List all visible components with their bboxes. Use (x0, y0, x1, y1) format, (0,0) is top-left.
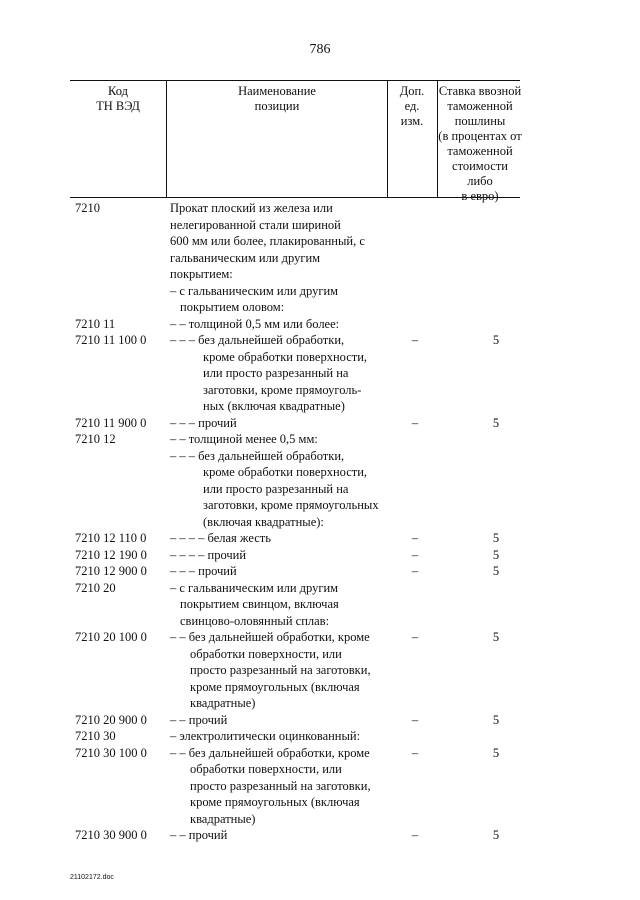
cell-name-line: – – без дальнейшей обработки, кроме (170, 630, 370, 644)
cell-code: 7210 12 110 0 (75, 531, 147, 545)
cell-name-line: – – – – белая жесть (170, 531, 271, 545)
cell-name (170, 316, 392, 333)
cell-name-line: – – – без дальнейшей обработки, (170, 448, 345, 463)
cell-name (170, 712, 392, 729)
cell-code: 7210 11 100 0 (75, 333, 147, 347)
cell-unit: – (411, 745, 419, 760)
cell-code: 7210 11 900 0 (75, 415, 147, 430)
page-number: 786 (309, 42, 331, 57)
cell-code: 7210 20 100 0 (75, 630, 147, 644)
cell-name-line: ных (включая квадратные) (203, 399, 345, 413)
cell-unit: – (411, 712, 419, 727)
cell-code: 7210 30 (75, 729, 116, 743)
cell-rate: 5 (492, 564, 500, 578)
cell-name (170, 448, 392, 531)
cell-name (170, 547, 392, 564)
cell-name (170, 200, 392, 283)
cell-rate: 5 (492, 828, 500, 842)
cell-rate: 5 (492, 531, 500, 545)
cell-unit: – (411, 828, 419, 842)
table-row (0, 415, 640, 432)
cell-rate: 5 (492, 547, 500, 562)
cell-name (170, 283, 392, 316)
cell-code: 7210 20 900 0 (75, 712, 147, 727)
table-row (0, 547, 640, 564)
header-unit: Доп. ед. изм. (399, 84, 425, 128)
table-row (0, 563, 640, 580)
cell-code: 7210 20 (75, 580, 116, 595)
table-row (0, 629, 640, 712)
cell-name (170, 431, 392, 448)
cell-name-line: нелегированной стали шириной (170, 217, 341, 232)
cell-code: 7210 11 (75, 316, 116, 331)
cell-name-line: – с гальваническим или другим (170, 580, 339, 595)
cell-name-line: обработки поверхности, или (190, 646, 342, 661)
file-name: 21102172.doc (70, 874, 114, 881)
cell-unit: – (411, 630, 419, 644)
cell-name-line: квадратные) (190, 811, 256, 826)
cell-name (170, 629, 392, 712)
cell-name-line: заготовки, кроме прямоуголь- (203, 382, 362, 397)
table-row (0, 283, 640, 316)
table-row (0, 728, 640, 745)
cell-unit: – (411, 531, 419, 545)
cell-name-line: обработки поверхности, или (190, 762, 342, 776)
cell-name-line: кроме прямоугольных (включая (190, 795, 360, 809)
cell-name-line: кроме обработки поверхности, (203, 349, 368, 364)
cell-unit: – (411, 333, 419, 347)
table-top-rule (70, 80, 520, 81)
cell-name (170, 563, 392, 580)
cell-name-line: – электролитически оцинкованный: (170, 729, 361, 743)
cell-unit: – (411, 564, 419, 578)
table-row (0, 431, 640, 448)
table-row (0, 745, 640, 828)
table-row (0, 316, 640, 333)
cell-name-line: свинцово-оловянный сплав: (180, 613, 330, 628)
cell-name-line: – – – прочий (170, 564, 237, 578)
cell-code: 7210 30 100 0 (75, 745, 147, 760)
cell-rate: 5 (492, 712, 500, 727)
cell-code: 7210 30 900 0 (75, 828, 147, 842)
cell-name-line: просто разрезанный на заготовки, (190, 778, 371, 793)
cell-name-line: кроме обработки поверхности, (203, 465, 368, 479)
cell-code: 7210 12 190 0 (75, 547, 147, 562)
cell-name-line: кроме прямоугольных (включая (190, 679, 360, 694)
cell-rate: 5 (492, 745, 500, 760)
cell-name (170, 728, 392, 745)
cell-name-line: покрытием: (170, 267, 233, 281)
cell-name-line: – – – – прочий (170, 547, 247, 562)
cell-name-line: Прокат плоский из железа или (170, 201, 333, 215)
header-rate: Ставка ввозной таможенной пошлины (в процентах от таможенной стоимости либо в евро) (438, 84, 522, 203)
cell-name-line: – – без дальнейшей обработки, кроме (170, 745, 370, 760)
cell-name (170, 580, 392, 630)
table-row (0, 580, 640, 630)
cell-name (170, 745, 392, 828)
cell-rate: 5 (492, 333, 500, 347)
cell-name (170, 530, 392, 547)
cell-rate: 5 (492, 630, 500, 644)
cell-name-line: – – прочий (170, 828, 228, 842)
cell-name (170, 827, 392, 844)
header-code: Код ТН ВЭД (96, 84, 140, 113)
cell-name-line: – – – прочий (170, 415, 237, 430)
table-row (0, 200, 640, 283)
cell-name-line: (включая квадратные): (203, 514, 324, 529)
cell-name-line: – – – без дальнейшей обработки, (170, 333, 345, 347)
header-name: Наименование позиции (238, 84, 316, 113)
cell-name-line: заготовки, кроме прямоугольных (203, 498, 379, 512)
cell-name-line: гальваническим или другим (170, 250, 321, 265)
cell-name (170, 332, 392, 415)
table-row (0, 530, 640, 547)
cell-name-line: – – толщиной менее 0,5 мм: (170, 432, 318, 446)
table-row (0, 448, 640, 531)
cell-name-line: 600 мм или более, плакированный, с (170, 234, 365, 248)
cell-unit: – (411, 415, 419, 430)
cell-name-line: квадратные) (190, 696, 256, 710)
cell-rate: 5 (492, 415, 500, 430)
cell-name (170, 415, 392, 432)
table-row (0, 332, 640, 415)
cell-name-line: – – прочий (170, 712, 228, 727)
cell-code: 7210 (75, 201, 100, 215)
cell-name-line: – с гальваническим или другим (170, 283, 339, 298)
cell-name-line: просто разрезанный на заготовки, (190, 663, 371, 677)
cell-code: 7210 12 (75, 432, 116, 446)
cell-name-line: покрытием свинцом, включая (180, 597, 339, 611)
cell-name-line: покрытием оловом: (180, 300, 285, 314)
cell-unit: – (411, 547, 419, 562)
cell-name-line: или просто разрезанный на (203, 481, 349, 496)
tariff-table-body (0, 200, 640, 844)
cell-code: 7210 12 900 0 (75, 564, 147, 578)
cell-name-line: или просто разрезанный на (203, 366, 349, 380)
cell-name-line: – – толщиной 0,5 мм или более: (170, 316, 340, 331)
table-row (0, 827, 640, 844)
table-row (0, 712, 640, 729)
